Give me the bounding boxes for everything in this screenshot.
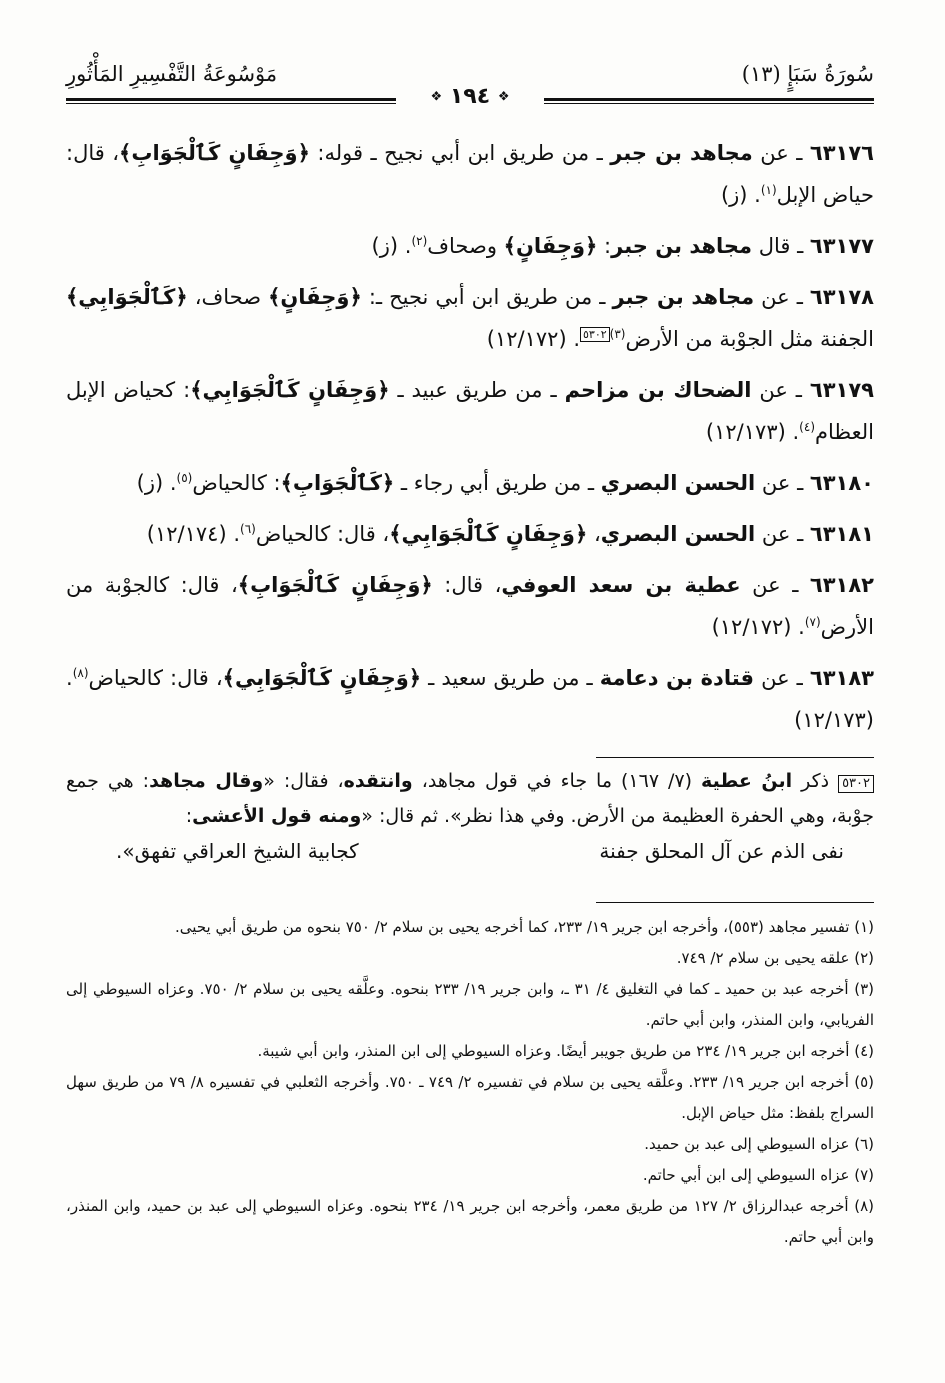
footnote: (٨) أخرجه عبدالرزاق ٢/ ١٢٧ من طريق معمر، وأخرجه ابن جرير ١٩/ ٢٣٤ بنحوه. وعزاه السيوطي إلى عبد بن حميد، وابن المنذر، وابن أبي حاتم. [66,1197,875,1246]
surah-title: سُورَةُ سَبَإٍ (١٣) [741,62,874,86]
text: ـ عن [751,378,810,402]
source-ref: (١٢/١٧٣) [794,708,874,732]
verse-hemistich-1: نفى الذم عن آل المحلق جفنة [599,839,844,863]
text: . [398,234,412,258]
quran-quote: ﴿وَجِفَانٍ﴾ [268,285,362,309]
narration-entry [66,369,874,453]
verse-hemistich-2: كجابية الشيخ العراقي تفهق». [116,839,359,863]
quran-quote: ﴿وَجِفَانٍ كَٱلْجَوَابِي﴾ [389,522,588,546]
text: ـ من طريق أبي رجاء ـ [394,471,601,495]
ornament-icon: ❖ [430,89,443,105]
text: . [791,615,805,639]
footnote: (٣) أخرجه عبد بن حميد ـ كما في التغليق ٤/ ٣١ ـ، وابن جرير ١٩/ ٢٣٣ بنحوه. وعلَّقه يحيى بن سلام ٢/ ٧٥٠. وعزاه السيوطي إلى الفريابي، وابن المنذر، وابن أبي حاتم. [66,980,874,1029]
narration-number: ٦٣١٨٣ [809,666,874,690]
text: (٧/ ١٦٧) ما جاء في قول مجاهد، [412,770,702,792]
narrator-name: مجاهد بن جبر [610,141,753,165]
text: ، [587,522,601,546]
footnote-marker[interactable]: (٦) [240,522,256,536]
footnote: (٤) أخرجه ابن جرير ١٩/ ٢٣٤ من طريق جويبر أيضًا. وعزاه السيوطي إلى ابن المنذر، وابن أبي شيبة. [257,1042,874,1060]
scholar-name: ابنُ عطية [701,770,793,792]
text: : كحياض الإبل العظام [66,378,874,444]
narration-number: ٦٣١٧٩ [809,378,874,402]
text: ـ عن [740,573,810,597]
text: ، قال: [432,573,502,597]
commentary-number: ٥٣٠٢ [838,775,874,793]
footnote: (٧) عزاه السيوطي إلى ابن أبي حاتم. [642,1166,874,1184]
book-title: مَوْسُوعَةُ التَّفْسِيرِ المَأْثُورِ [66,62,278,86]
text: ـ من طريق ابن أبي نجيح ـ: [361,285,613,309]
text: ، قال: كالحياض [255,522,390,546]
commentary-text [66,764,874,834]
narration-number: ٦٣١٨١ [809,522,874,546]
quran-quote: ﴿وَجِفَانٍ كَٱلْجَوَابِ﴾ [237,573,433,597]
source-ref: (ز) [720,183,748,207]
footnote-marker[interactable]: (٥) [176,471,193,485]
text: ـ عن [754,666,810,690]
page-header [66,58,874,109]
narration-entry [66,564,874,648]
text: ـ من طريق ابن أبي نجيح ـ قوله: [309,141,611,165]
page-number-value: ١٩٤ [449,84,491,109]
text: ، قال: كالحياض [88,666,223,690]
commentary-block [66,764,874,869]
text: ـ عن [755,471,810,495]
text: . [785,420,800,444]
narrator-name: الحسن البصري [600,471,756,495]
text: ، قال: كالجوْبة من الأرض [66,573,874,639]
footnote-marker[interactable]: (٧) [804,615,821,629]
narration-entry [66,462,874,504]
quran-quote: ﴿كَٱلْجَوَابِي﴾ [66,285,188,309]
footnotes [66,912,874,1253]
page-number [411,84,529,109]
text: صحاف، [187,285,269,309]
source-ref: (١٢/١٧٢) [711,615,792,639]
emphasis: ومنه قول الأعشى [192,805,362,827]
source-ref: (ز) [371,234,399,258]
narrations [66,132,874,750]
text: ـ من طريق سعيد ـ [421,666,600,690]
ornament-icon: ❖ [497,89,510,105]
footnote: (١) تفسير مجاهد (٥٥٣)، وأخرجه ابن جرير ١٩/ ٢٣٣، كما أخرجه يحيى بن سلام ٢/ ٧٥٠ بنحوه من طريق أبي يحيى. [175,918,874,936]
narrator-name: الضحاك بن مزاحم [564,378,752,402]
text: ذكر [792,770,839,792]
narration-number: ٦٣١٨٢ [809,573,874,597]
footnote-marker[interactable]: (٣) [609,327,626,341]
text: . [163,471,177,495]
emphasis: وقال مجاهد [149,770,264,792]
source-ref: (١٢/١٧٢) [486,327,567,351]
text: الجفنة مثل الجوْبة من الأرض [625,327,874,351]
text: : [597,234,612,258]
narrator-name: مجاهد بن جبر [611,234,753,258]
text: ، فقال: « [263,770,344,792]
narration-number: ٦٣١٧٧ [809,234,874,258]
text: ، قال: حياض الإبل [66,141,874,207]
text: ـ عن [752,141,810,165]
text: . [226,522,240,546]
narration-number: ٦٣١٧٦ [809,141,874,165]
narration-entry [66,225,874,267]
narrator-name: الحسن البصري [600,522,756,546]
quran-quote: ﴿وَجِفَانٍ﴾ [503,234,598,258]
header-rule-right [544,98,874,101]
footnote-marker[interactable]: (١) [760,183,777,197]
narration-number: ٦٣١٧٨ [809,285,874,309]
text: ـ قال [752,234,810,258]
footnote-marker[interactable]: (٤) [799,420,815,434]
commentary-marker[interactable]: ٥٣٠٢ [580,327,610,342]
narration-entry [66,513,874,555]
narrator-name: عطية بن سعد العوفي [501,573,741,597]
text: . [747,183,761,207]
narration-entry [66,132,874,216]
quran-quote: ﴿وَجِفَانٍ كَٱلْجَوَابِي﴾ [190,378,390,402]
source-ref: (١٢/١٧٣) [705,420,786,444]
text: ـ من طريق عبيد ـ [389,378,565,402]
comment-separator [596,757,874,758]
footnote: (٥) أخرجه ابن جرير ١٩/ ٢٣٣. وعلَّقه يحيى بن سلام في تفسيره ٢/ ٧٤٩ ـ ٧٥٠. وأخرجه الثعلبي في تفسيره ٨/ ٧٩ من طريق سهل السراج بلفظ: مثل حياض الإبل. [66,1073,874,1122]
header-rule-left [66,98,396,101]
text: : هي جمع جوْبة، وهي الحفرة العظيمة من الأرض. وفي هذا نظر». ثم قال: « [66,770,874,827]
footnote: (٢) علقه يحيى بن سلام ٢/ ٧٤٩. [676,949,874,967]
source-ref: (١٢/١٧٤) [146,522,227,546]
poetry-verse [66,834,874,869]
text: : كالحياض [192,471,281,495]
text: ـ عن [754,285,810,309]
narration-number: ٦٣١٨٠ [809,471,874,495]
quran-quote: ﴿وَجِفَانٍ كَٱلْجَوَابِ﴾ [119,141,310,165]
footnote: (٦) عزاه السيوطي إلى عبد بن حميد. [644,1135,874,1153]
footnote-separator [596,902,874,903]
source-ref: (ز) [136,471,164,495]
footnote-marker[interactable]: (٢) [411,234,428,248]
text: : [185,805,193,827]
text: ـ عن [755,522,810,546]
text: . [66,666,73,690]
narrator-name: قتادة بن دعامة [599,666,755,690]
quran-quote: ﴿كَٱلْجَوَابِ﴾ [280,471,395,495]
narration-entry [66,276,874,360]
quran-quote: ﴿وَجِفَانٍ كَٱلْجَوَابِي﴾ [222,666,422,690]
narrator-name: مجاهد بن جبر [612,285,755,309]
text: . [566,327,581,351]
narration-entry [66,657,874,741]
text: وصحاف [427,234,504,258]
emphasis: وانتقده [343,770,413,792]
footnote-marker[interactable]: (٨) [72,666,89,680]
